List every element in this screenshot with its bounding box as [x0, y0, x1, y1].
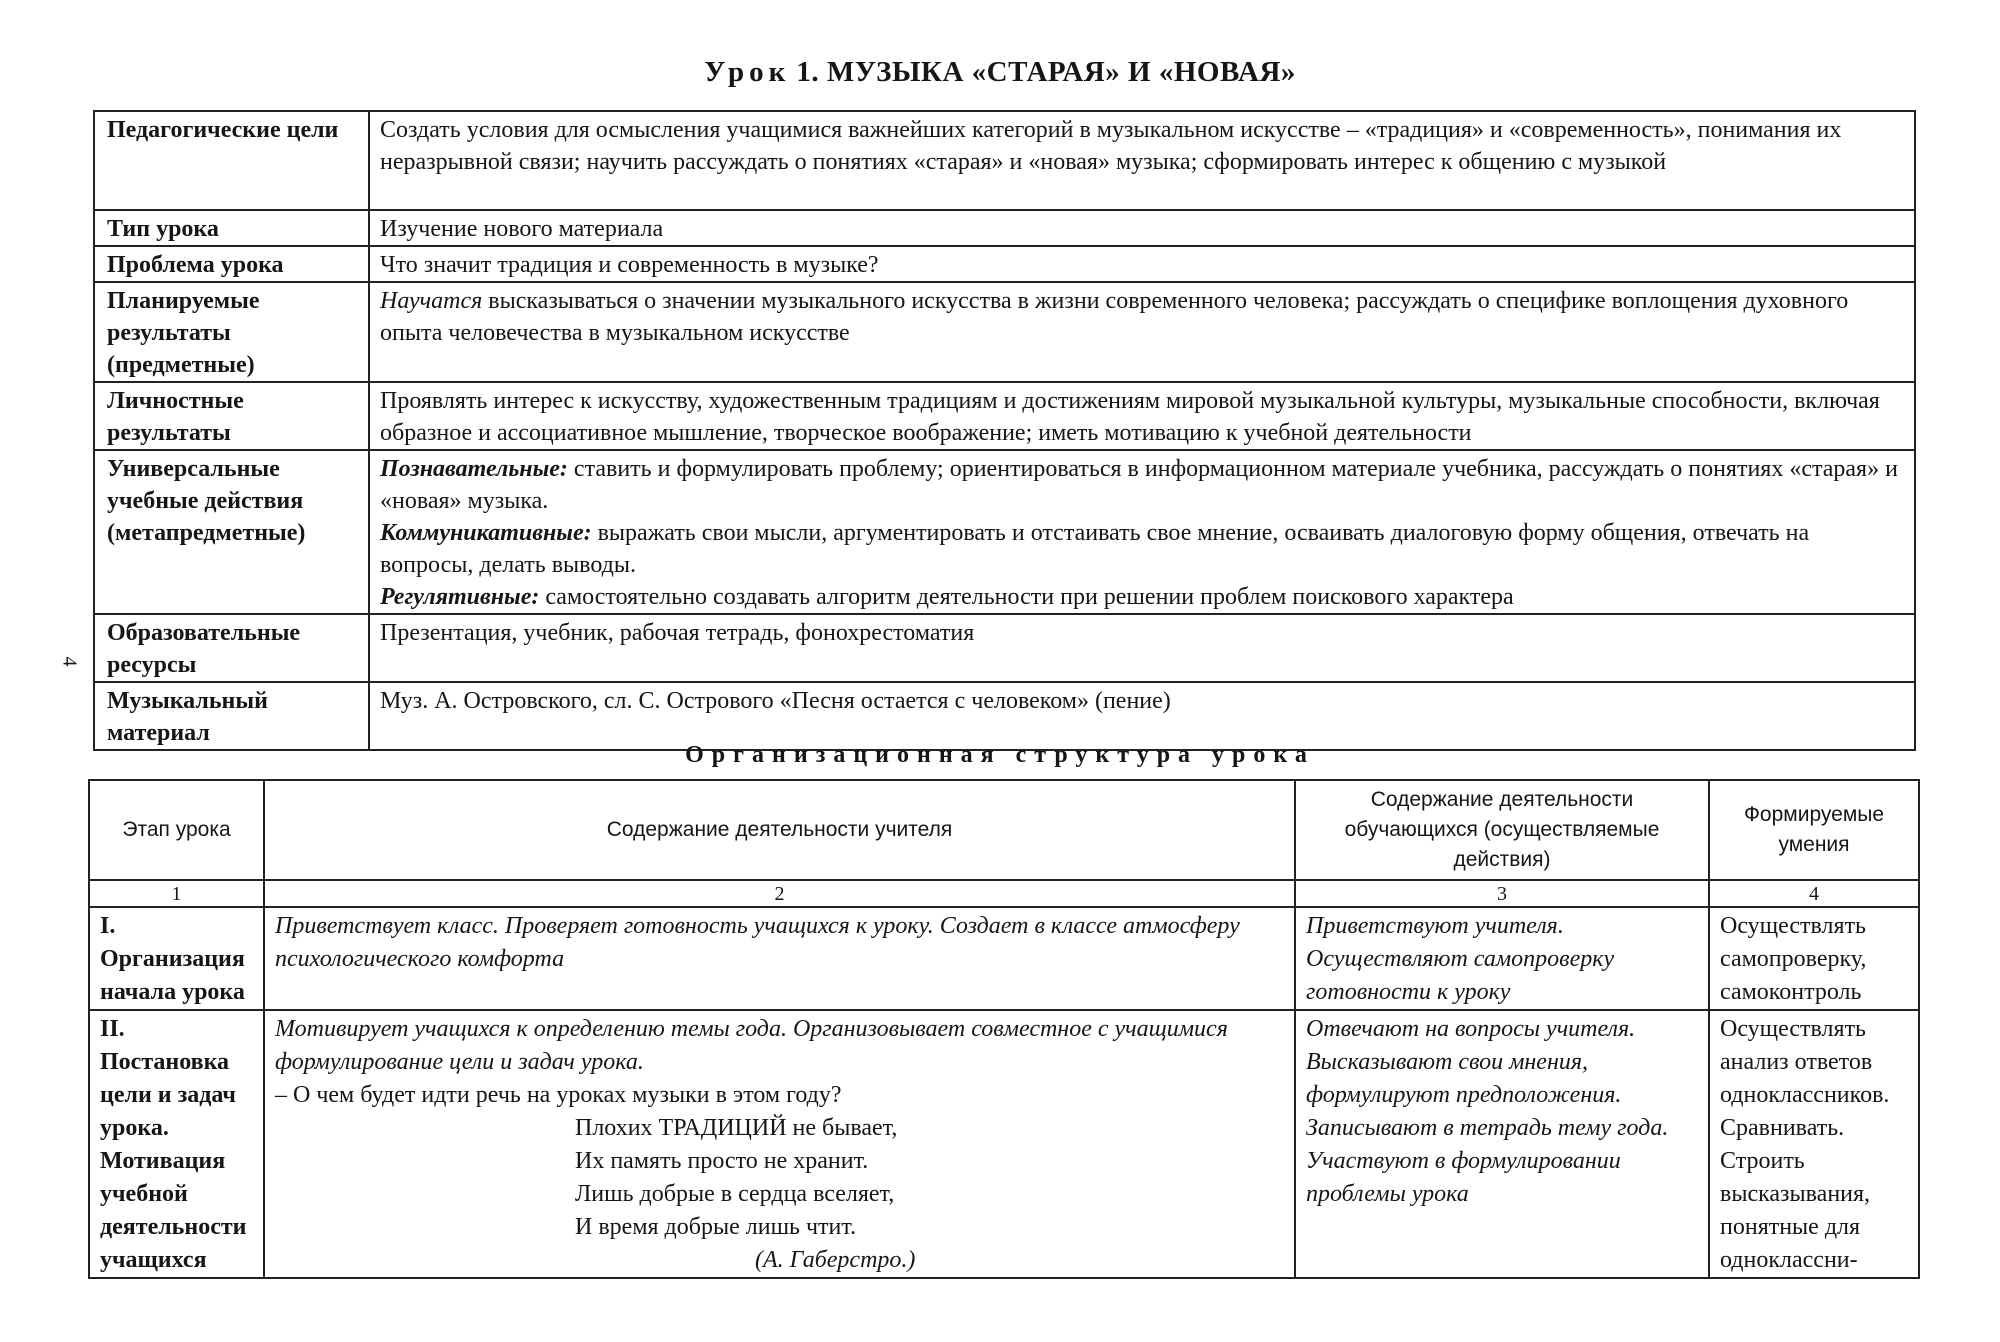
column-number: 1	[89, 880, 264, 907]
lesson-title-text: 1. МУЗЫКА «СТАРАЯ» И «НОВАЯ»	[796, 56, 1296, 88]
teacher-question: – О чем будет идти речь на уроках музыки в этом году?	[275, 1082, 842, 1108]
skills-cell: Осуществлять анализ ответов одноклассников. Сравнивать. Строить высказывания, понятные для одноклассни-	[1709, 1010, 1919, 1278]
communicative-text: выражать свои мысли, аргументировать и отстаивать свое мнение, осваивать диалоговую форму общения, отвечать на вопросы, делать выводы.	[380, 520, 1810, 578]
header-row	[89, 780, 1919, 880]
poem-author: (А. Габерстро.)	[755, 1247, 916, 1273]
lesson-structure-table	[88, 779, 1920, 1279]
row-value: Изучение нового материала	[369, 210, 1915, 246]
skills-cell: Осуществлять самопроверку, самоконтроль	[1709, 907, 1919, 1010]
table-row	[94, 210, 1915, 246]
row-label: Тип урока	[94, 210, 369, 246]
column-number: 2	[264, 880, 1295, 907]
poem-line: Их память просто не хранит.	[575, 1148, 869, 1174]
table-row	[89, 907, 1919, 1010]
poem-line: И время добрые лишь чтит.	[575, 1214, 857, 1240]
row-value-text: высказываться о значении музыкального искусства в жизни современного человека; рассуждать о специфике воплощения духовного опыта человечества в музыкальном искусстве	[380, 288, 1849, 346]
row-value: Проявлять интерес к искусству, художественным традициям и достижениям мировой музыкальной культуры, музыкальные способности, включая образное и ассоциативное мышление, творческое воображение; иметь мотивацию к учебной деятельности	[369, 382, 1915, 450]
structure-title: Организационная структура урока	[685, 742, 1315, 768]
lesson-word: Урок	[704, 56, 791, 88]
poem-line: Плохих ТРАДИЦИЙ не бывает,	[575, 1115, 898, 1141]
column-header: Содержание деятельности обучающихся (осуществляемые действия)	[1295, 780, 1709, 880]
table-row	[94, 282, 1915, 382]
student-action: Высказывают свои мнения, формулируют предположения.	[1306, 1049, 1622, 1108]
table-row	[94, 246, 1915, 282]
lesson-title	[0, 56, 2000, 89]
poem-line: Лишь добрые в сердца вселяет,	[575, 1181, 895, 1207]
column-number-row	[89, 880, 1919, 907]
student-action: Отвечают на вопросы учителя.	[1306, 1016, 1636, 1042]
regulative-lead: Регулятивные:	[380, 584, 540, 610]
row-label: Музыкальный материал	[94, 682, 369, 750]
teacher-motivation-text: Мотивирует учащихся к определению темы года. Организовывает совместное с учащимися формулирование цели и задач урока.	[275, 1016, 1228, 1075]
row-value	[369, 282, 1915, 382]
table-row	[94, 111, 1915, 210]
teacher-activity: Приветствует класс. Проверяет готовность учащихся к уроку. Создает в классе атмосферу психологического комфорта	[264, 907, 1295, 1010]
row-label: Педагогические цели	[94, 111, 369, 210]
student-activity	[1295, 1010, 1709, 1278]
column-header: Формируемые умения	[1709, 780, 1919, 880]
row-value: Презентация, учебник, рабочая тетрадь, фонохрестоматия	[369, 614, 1915, 682]
page-number: 4	[58, 656, 81, 667]
stage-cell: I. Организация начала урока	[89, 907, 264, 1010]
row-label: Планируемые результаты (предметные)	[94, 282, 369, 382]
row-value: Создать условия для осмысления учащимися важнейших категорий в музыкальном искусстве – «традиция» и «современность», понимания их неразрывной связи; научить рассуждать о понятиях «старая» и «новая» музыка; сформировать интерес к общению с музыкой	[369, 111, 1915, 210]
column-header: Этап урока	[89, 780, 264, 880]
row-label: Образовательные ресурсы	[94, 614, 369, 682]
table-row	[94, 450, 1915, 614]
teacher-activity	[264, 1010, 1295, 1278]
table-row	[94, 382, 1915, 450]
cognitive-text: ставить и формулировать проблему; ориентироваться в информационном материале учебника, рассуждать о понятиях «старая» и «новая» музыка.	[380, 456, 1898, 514]
student-action: Участвуют в формулировании проблемы урока	[1306, 1148, 1621, 1207]
table-row	[94, 682, 1915, 750]
column-header: Содержание деятельности учителя	[264, 780, 1295, 880]
table-row	[89, 1010, 1919, 1278]
row-label: Личностные результаты	[94, 382, 369, 450]
row-value: Что значит традиция и современность в музыке?	[369, 246, 1915, 282]
column-number: 4	[1709, 880, 1919, 907]
row-value-lead: Научатся	[380, 288, 483, 314]
row-value: Муз. А. Островского, сл. С. Острового «Песня остается с человеком» (пение)	[369, 682, 1915, 750]
row-value	[369, 450, 1915, 614]
student-action: Записывают в тетрадь тему года.	[1306, 1115, 1669, 1141]
stage-cell: II. Постановка цели и задач урока. Мотивация учебной деятельности учащихся	[89, 1010, 264, 1278]
column-number: 3	[1295, 880, 1709, 907]
regulative-text: самостоятельно создавать алгоритм деятельности при решении проблем поискового характера	[545, 584, 1514, 610]
cognitive-lead: Познавательные:	[380, 456, 568, 482]
lesson-info-table	[93, 110, 1916, 751]
communicative-lead: Коммуникативные:	[380, 520, 592, 546]
table-row	[94, 614, 1915, 682]
student-activity: Приветствуют учителя. Осуществляют самопроверку готовности к уроку	[1295, 907, 1709, 1010]
row-label: Проблема урока	[94, 246, 369, 282]
row-label: Универсальные учебные действия (метапредметные)	[94, 450, 369, 614]
